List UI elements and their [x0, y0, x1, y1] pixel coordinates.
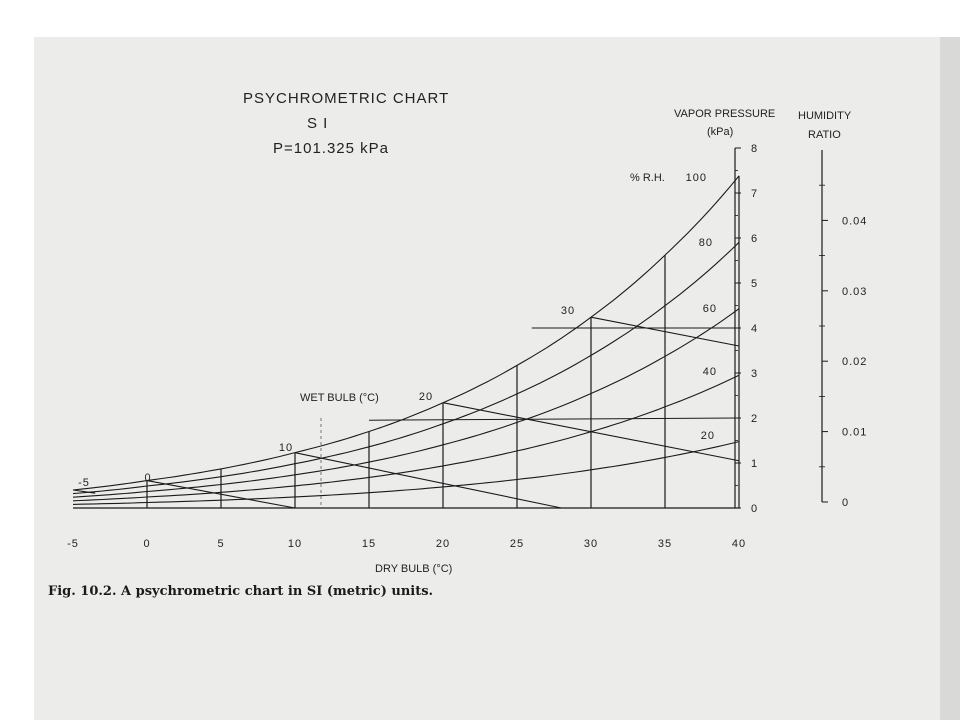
vp-tick-label: 8 — [751, 143, 759, 155]
x-tick-label: 35 — [657, 538, 673, 550]
rh-label-40: 40 — [702, 366, 717, 378]
x-tick-label: 30 — [583, 538, 599, 550]
rh-label-80: 80 — [698, 237, 713, 249]
x-tick-label: 10 — [287, 538, 303, 550]
wet-bulb-line-10 — [295, 453, 561, 508]
dry-bulb-axis-label: DRY BULB (°C) — [375, 563, 453, 575]
rh-curve-20 — [73, 442, 739, 505]
vp-tick-label: 0 — [751, 503, 759, 515]
vp-tick-label: 5 — [751, 278, 759, 290]
vp-tick-label: 7 — [751, 188, 759, 200]
rh-label-60: 60 — [702, 303, 717, 315]
rh-label-100: 100 — [685, 172, 707, 184]
pressure-label: P=101.325 kPa — [273, 140, 390, 157]
wet-bulb-label-20: 20 — [418, 391, 434, 403]
hr-tick-label: 0.01 — [842, 426, 868, 439]
figure-caption: Fig. 10.2. A psychrometric chart in SI (metric) units. — [48, 584, 434, 599]
rh-label-20: 20 — [700, 430, 715, 442]
x-tick-label: 15 — [361, 538, 377, 550]
humidity-ratio-label-2: RATIO — [808, 129, 841, 141]
vp-tick-label: 1 — [751, 458, 759, 470]
rh-curve-100 — [73, 176, 739, 490]
hr-tick-label: 0.03 — [842, 285, 868, 298]
x-tick-label: 20 — [435, 538, 451, 550]
x-tick-label: 25 — [509, 538, 525, 550]
vp-tick-label: 4 — [751, 323, 759, 335]
x-tick-label: 40 — [731, 538, 747, 550]
vapor-pressure-label-2: (kPa) — [707, 126, 734, 138]
vp-tick-label: 3 — [751, 368, 759, 380]
reference-line — [369, 418, 739, 420]
rh-label: % R.H. — [630, 172, 665, 184]
wet-bulb-label-10: 10 — [278, 442, 294, 454]
x-tick-label: 0 — [143, 538, 151, 550]
x-tick-label: -5 — [67, 538, 79, 550]
plot-area — [67, 143, 867, 550]
rh-curve-60 — [73, 309, 739, 498]
rh-curve-80 — [73, 242, 739, 493]
wet-bulb-label-30: 30 — [560, 305, 576, 317]
chart-subtitle: S I — [307, 115, 329, 132]
vp-tick-label: 2 — [751, 413, 759, 425]
hr-tick-label: 0.02 — [842, 356, 868, 369]
hr-tick-label: 0 — [842, 497, 850, 509]
vapor-pressure-label-1: VAPOR PRESSURE — [674, 108, 776, 120]
rh-curve-40 — [73, 375, 739, 501]
hr-tick-label: 0.04 — [842, 215, 868, 228]
x-tick-label: 5 — [217, 538, 225, 550]
vp-tick-label: 6 — [751, 233, 759, 245]
chart-title: PSYCHROMETRIC CHART — [243, 90, 450, 107]
wet-bulb-label-0: 0 — [144, 472, 152, 484]
wet-bulb-axis-label: WET BULB (°C) — [300, 392, 379, 404]
humidity-ratio-label-1: HUMIDITY — [798, 110, 852, 122]
wet-bulb-label--5: -5 — [78, 477, 90, 489]
